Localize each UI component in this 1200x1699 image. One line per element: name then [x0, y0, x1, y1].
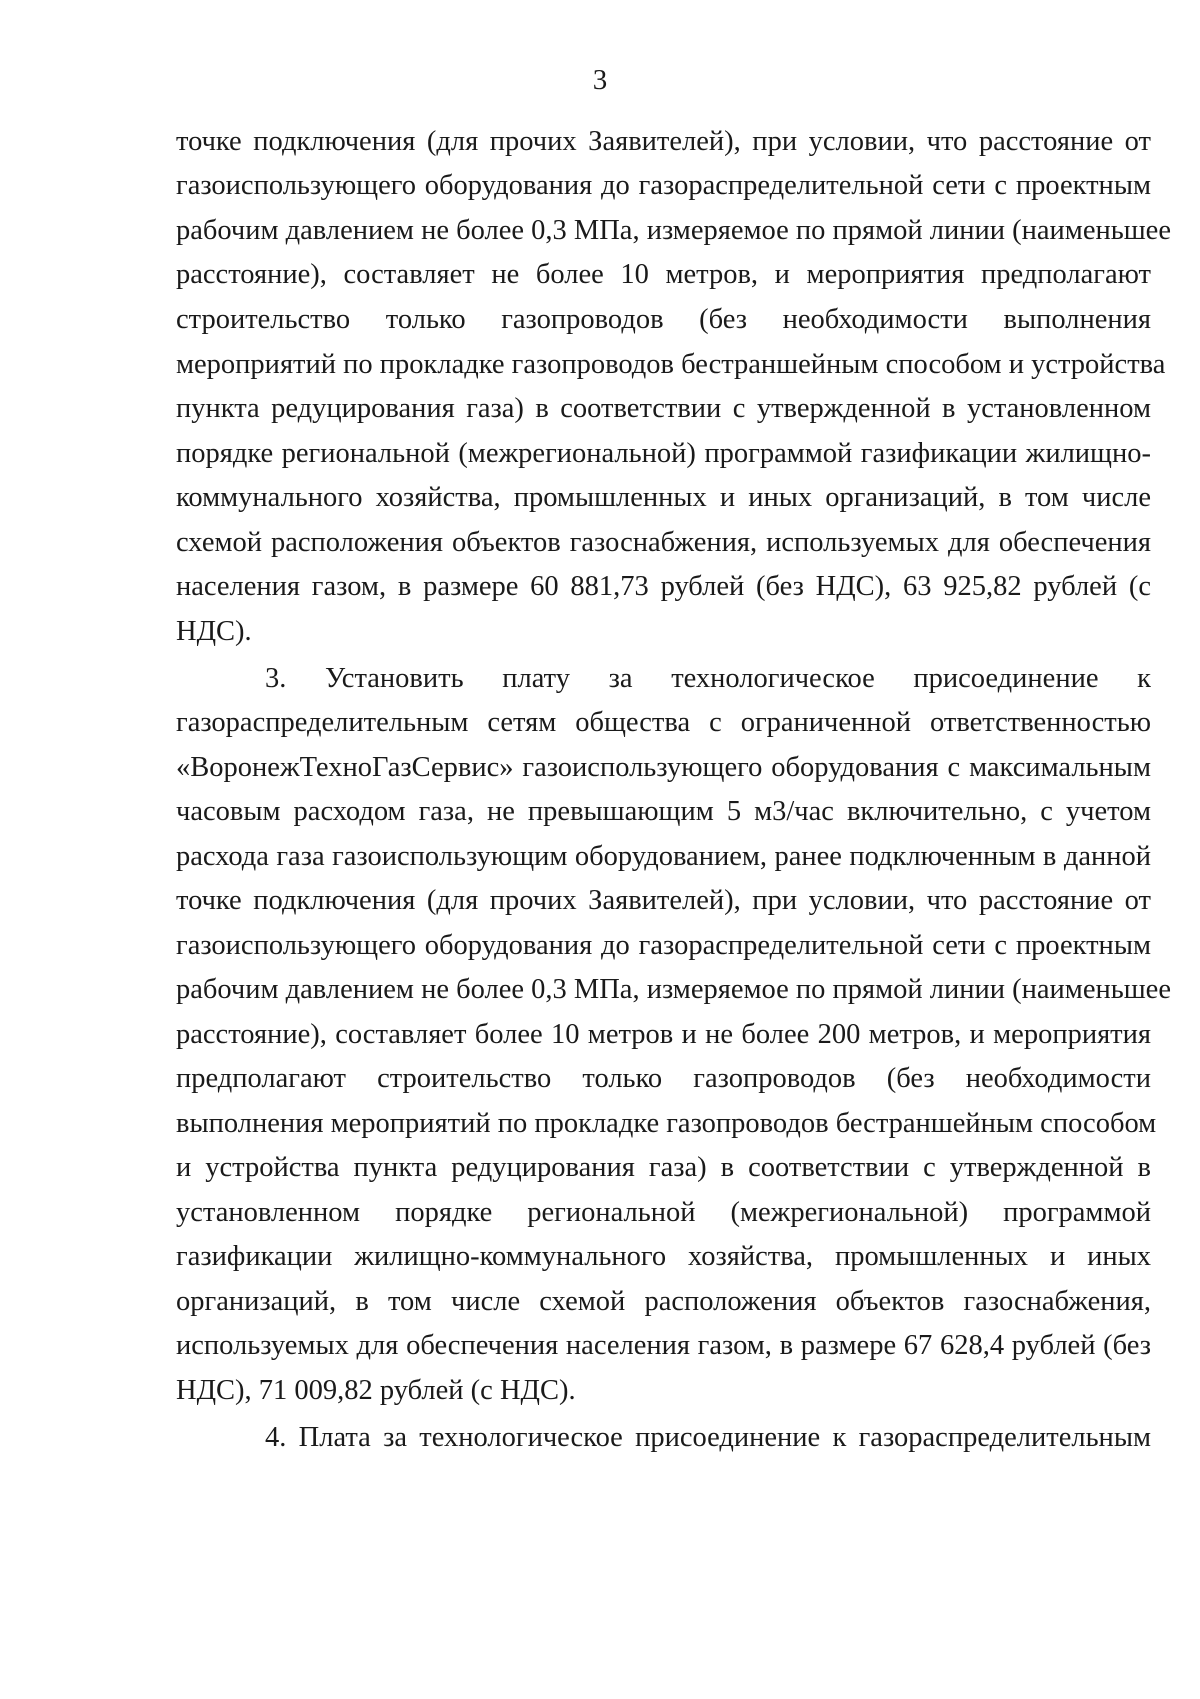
text-line: используемых для обеспечения населения газом, в размере 67 628,4 рублей (без [176, 1330, 1151, 1361]
page-number: 3 [592, 64, 608, 96]
text-line: газоиспользующего оборудования до газораспределительной сети с проектным [176, 930, 1151, 961]
text-line: установленном порядке региональной (межрегиональной) программой [176, 1197, 1151, 1228]
text-line: строительство только газопроводов (без необходимости выполнения [176, 304, 1151, 335]
text-line: мероприятий по прокладке газопроводов бестраншейным способом и устройства [176, 349, 1166, 380]
text-line: коммунального хозяйства, промышленных и иных организаций, в том числе [176, 482, 1151, 513]
text-line: расстояние), составляет не более 10 метров, и мероприятия предполагают [176, 259, 1151, 290]
text-line: рабочим давлением не более 0,3 МПа, измеряемое по прямой линии (наименьшее [176, 215, 1171, 246]
text-line: выполнения мероприятий по прокладке газопроводов бестраншейным способом [176, 1108, 1157, 1139]
text-line: часовым расходом газа, не превышающим 5 м3/час включительно, с учетом [176, 796, 1151, 827]
text-line: предполагают строительство только газопроводов (без необходимости [176, 1063, 1151, 1094]
text-line: 3. Установить плату за технологическое присоединение к [265, 663, 1151, 694]
text-line: НДС), 71 009,82 рублей (с НДС). [176, 1375, 576, 1406]
text-line: «ВоронежТехноГазСервис» газоиспользующего оборудования с максимальным [176, 752, 1151, 783]
text-line: газификации жилищно-коммунального хозяйства, промышленных и иных [176, 1241, 1151, 1272]
text-line: газораспределительным сетям общества с ограниченной ответственностью [176, 707, 1151, 738]
text-line: расхода газа газоиспользующим оборудованием, ранее подключенным в данной [176, 841, 1151, 872]
text-line: пункта редуцирования газа) в соответствии с утвержденной в установленном [176, 393, 1151, 424]
text-line: и устройства пункта редуцирования газа) в соответствии с утвержденной в [176, 1152, 1151, 1183]
text-line: точке подключения (для прочих Заявителей), при условии, что расстояние от [176, 885, 1151, 916]
text-line: расстояние), составляет более 10 метров и не более 200 метров, и мероприятия [176, 1019, 1151, 1050]
text-line: населения газом, в размере 60 881,73 рублей (без НДС), 63 925,82 рублей (с [176, 571, 1151, 602]
text-line: точке подключения (для прочих Заявителей), при условии, что расстояние от [176, 126, 1151, 157]
text-line: 4. Плата за технологическое присоединение к газораспределительным [265, 1422, 1151, 1453]
text-line: порядке региональной (межрегиональной) программой газификации жилищно- [176, 438, 1151, 469]
text-line: рабочим давлением не более 0,3 МПа, измеряемое по прямой линии (наименьшее [176, 974, 1171, 1005]
text-line: газоиспользующего оборудования до газораспределительной сети с проектным [176, 170, 1151, 201]
text-line: НДС). [176, 616, 252, 647]
text-line: схемой расположения объектов газоснабжения, используемых для обеспечения [176, 527, 1151, 558]
text-line: организаций, в том числе схемой расположения объектов газоснабжения, [176, 1286, 1151, 1317]
